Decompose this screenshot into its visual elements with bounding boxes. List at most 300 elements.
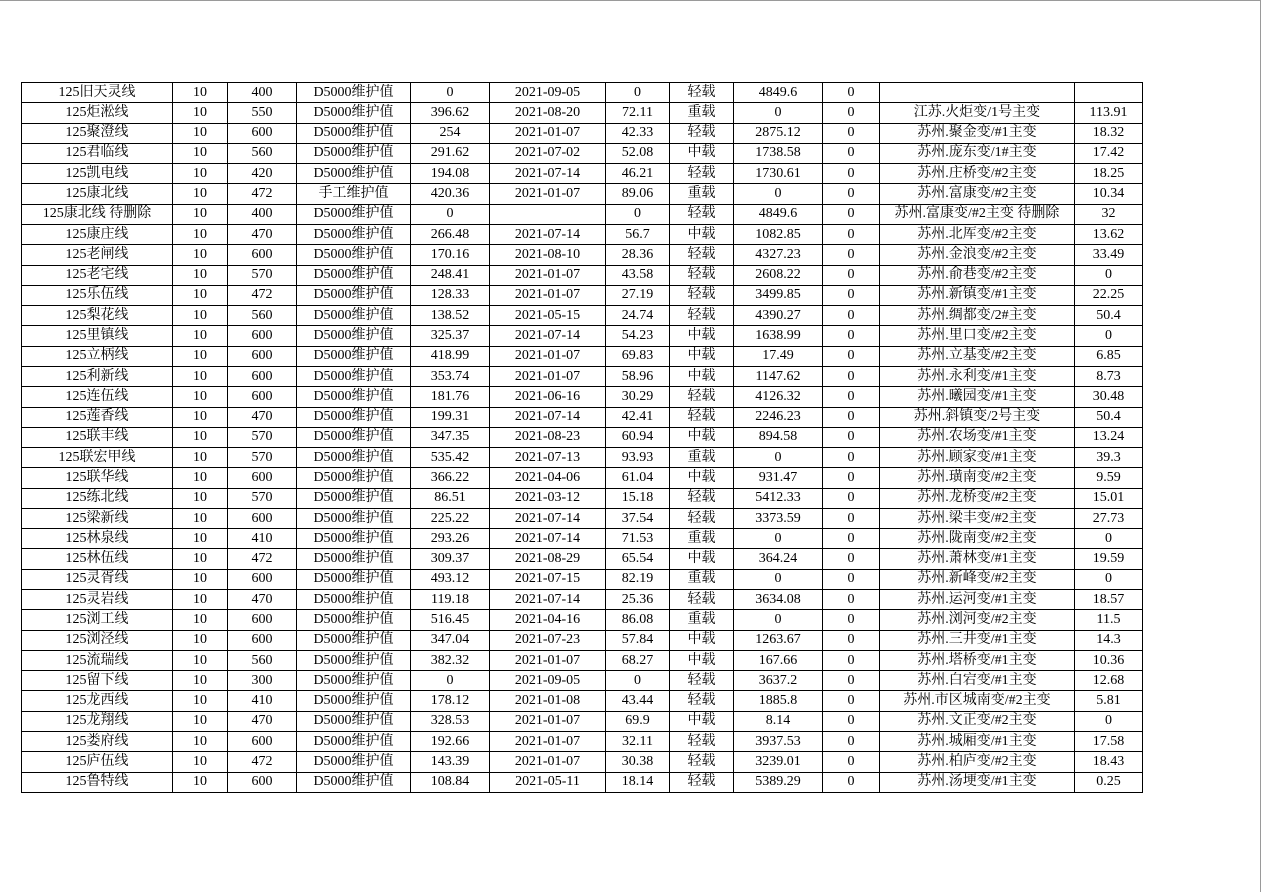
table-row (22, 630, 1143, 650)
cell-col-9: 0 (734, 610, 823, 630)
cell-col-4: D5000维护值 (297, 529, 411, 549)
cell-col-12: 30.48 (1075, 387, 1143, 407)
line-name-cell: 125林伍线 (22, 549, 173, 569)
date-cell: 2021-04-16 (490, 610, 606, 630)
cell-col-9: 1738.58 (734, 143, 823, 163)
date-cell: 2021-01-08 (490, 691, 606, 711)
cell-col-10: 0 (823, 265, 880, 285)
cell-col-3: 470 (228, 224, 297, 244)
cell-col-12: 19.59 (1075, 549, 1143, 569)
table-row (22, 732, 1143, 752)
cell-col-12: 18.32 (1075, 123, 1143, 143)
line-name-cell: 125乐伍线 (22, 285, 173, 305)
cell-col-3: 600 (228, 387, 297, 407)
date-cell: 2021-05-15 (490, 306, 606, 326)
line-name-cell: 125立柄线 (22, 346, 173, 366)
cell-col-4: D5000维护值 (297, 549, 411, 569)
cell-col-7: 89.06 (606, 184, 670, 204)
cell-col-2: 10 (173, 711, 228, 731)
cell-col-4: D5000维护值 (297, 387, 411, 407)
cell-col-5: 366.22 (411, 468, 490, 488)
line-name-cell: 125君临线 (22, 143, 173, 163)
cell-col-12: 11.5 (1075, 610, 1143, 630)
cell-col-4: D5000维护值 (297, 123, 411, 143)
cell-col-3: 600 (228, 245, 297, 265)
transformer-cell: 苏州.北厍变/#2主变 (880, 224, 1075, 244)
date-cell: 2021-01-07 (490, 752, 606, 772)
line-name-cell: 125聚澄线 (22, 123, 173, 143)
line-name-cell: 125康北线 待删除 (22, 204, 173, 224)
date-cell: 2021-04-06 (490, 468, 606, 488)
cell-col-4: D5000维护值 (297, 691, 411, 711)
date-cell: 2021-06-16 (490, 387, 606, 407)
cell-col-12: 13.24 (1075, 427, 1143, 447)
line-name-cell: 125灵岩线 (22, 590, 173, 610)
cell-col-3: 600 (228, 366, 297, 386)
transformer-cell: 苏州.富康变/#2主变 待删除 (880, 204, 1075, 224)
cell-col-10: 0 (823, 427, 880, 447)
cell-col-12: 6.85 (1075, 346, 1143, 366)
load-status-cell: 轻载 (670, 691, 734, 711)
cell-col-5: 535.42 (411, 448, 490, 468)
cell-col-10: 0 (823, 508, 880, 528)
cell-col-12: 50.4 (1075, 407, 1143, 427)
transformer-cell: 苏州.璜南变/#2主变 (880, 468, 1075, 488)
cell-col-10: 0 (823, 285, 880, 305)
table-row (22, 265, 1143, 285)
line-name-cell: 125庐伍线 (22, 752, 173, 772)
cell-col-4: D5000维护值 (297, 610, 411, 630)
cell-col-7: 18.14 (606, 772, 670, 792)
date-cell: 2021-07-14 (490, 508, 606, 528)
cell-col-7: 58.96 (606, 366, 670, 386)
line-name-cell: 125炬淞线 (22, 103, 173, 123)
cell-col-12 (1075, 83, 1143, 103)
data-table (21, 82, 1143, 793)
cell-col-3: 600 (228, 468, 297, 488)
cell-col-4: D5000维护值 (297, 671, 411, 691)
cell-col-12: 17.58 (1075, 732, 1143, 752)
date-cell: 2021-01-07 (490, 366, 606, 386)
transformer-cell: 苏州.永利变/#1主变 (880, 366, 1075, 386)
date-cell: 2021-01-07 (490, 346, 606, 366)
date-cell: 2021-01-07 (490, 184, 606, 204)
cell-col-12: 18.57 (1075, 590, 1143, 610)
cell-col-4: D5000维护值 (297, 732, 411, 752)
cell-col-5: 108.84 (411, 772, 490, 792)
table-row (22, 529, 1143, 549)
cell-col-7: 25.36 (606, 590, 670, 610)
cell-col-9: 2608.22 (734, 265, 823, 285)
cell-col-12: 0 (1075, 326, 1143, 346)
cell-col-4: D5000维护值 (297, 407, 411, 427)
table-row (22, 184, 1143, 204)
cell-col-2: 10 (173, 569, 228, 589)
cell-col-3: 570 (228, 448, 297, 468)
cell-col-7: 65.54 (606, 549, 670, 569)
line-name-cell: 125莲香线 (22, 407, 173, 427)
cell-col-5: 347.35 (411, 427, 490, 447)
table-row (22, 245, 1143, 265)
cell-col-9: 0 (734, 569, 823, 589)
cell-col-2: 10 (173, 427, 228, 447)
load-status-cell: 轻载 (670, 488, 734, 508)
cell-col-5: 396.62 (411, 103, 490, 123)
cell-col-3: 400 (228, 83, 297, 103)
cell-col-4: D5000维护值 (297, 569, 411, 589)
transformer-cell: 苏州.新镇变/#1主变 (880, 285, 1075, 305)
cell-col-2: 10 (173, 752, 228, 772)
table-row (22, 590, 1143, 610)
cell-col-10: 0 (823, 610, 880, 630)
cell-col-5: 418.99 (411, 346, 490, 366)
cell-col-9: 3499.85 (734, 285, 823, 305)
date-cell: 2021-07-14 (490, 224, 606, 244)
cell-col-12: 0 (1075, 711, 1143, 731)
cell-col-4: D5000维护值 (297, 468, 411, 488)
cell-col-9: 4849.6 (734, 204, 823, 224)
cell-col-5: 293.26 (411, 529, 490, 549)
line-name-cell: 125老宅线 (22, 265, 173, 285)
line-name-cell: 125老闸线 (22, 245, 173, 265)
load-status-cell: 轻载 (670, 306, 734, 326)
cell-col-9: 1638.99 (734, 326, 823, 346)
line-name-cell: 125鲁特线 (22, 772, 173, 792)
cell-col-7: 24.74 (606, 306, 670, 326)
date-cell: 2021-03-12 (490, 488, 606, 508)
load-status-cell: 轻载 (670, 772, 734, 792)
cell-col-7: 72.11 (606, 103, 670, 123)
cell-col-3: 550 (228, 103, 297, 123)
transformer-cell: 苏州.汤埂变/#1主变 (880, 772, 1075, 792)
cell-col-2: 10 (173, 265, 228, 285)
line-name-cell: 125凯电线 (22, 164, 173, 184)
cell-col-3: 472 (228, 549, 297, 569)
cell-col-4: D5000维护值 (297, 448, 411, 468)
cell-col-3: 560 (228, 143, 297, 163)
transformer-cell: 苏州.陇南变/#2主变 (880, 529, 1075, 549)
cell-col-4: 手工维护值 (297, 184, 411, 204)
cell-col-7: 68.27 (606, 650, 670, 670)
cell-col-2: 10 (173, 83, 228, 103)
cell-col-7: 15.18 (606, 488, 670, 508)
line-name-cell: 125康庄线 (22, 224, 173, 244)
table-row (22, 366, 1143, 386)
cell-col-5: 119.18 (411, 590, 490, 610)
cell-col-2: 10 (173, 326, 228, 346)
cell-col-9: 0 (734, 448, 823, 468)
table-row (22, 448, 1143, 468)
cell-col-4: D5000维护值 (297, 772, 411, 792)
line-name-cell: 125浏泾线 (22, 630, 173, 650)
date-cell: 2021-07-14 (490, 407, 606, 427)
cell-col-3: 400 (228, 204, 297, 224)
transformer-cell: 苏州.斜镇变/2号主变 (880, 407, 1075, 427)
date-cell: 2021-08-23 (490, 427, 606, 447)
transformer-cell: 苏州.俞巷变/#2主变 (880, 265, 1075, 285)
cell-col-3: 472 (228, 285, 297, 305)
cell-col-3: 560 (228, 306, 297, 326)
cell-col-10: 0 (823, 123, 880, 143)
cell-col-12: 33.49 (1075, 245, 1143, 265)
cell-col-12: 0 (1075, 569, 1143, 589)
cell-col-12: 0 (1075, 265, 1143, 285)
cell-col-10: 0 (823, 772, 880, 792)
cell-col-7: 32.11 (606, 732, 670, 752)
load-status-cell: 中载 (670, 366, 734, 386)
cell-col-10: 0 (823, 549, 880, 569)
cell-col-4: D5000维护值 (297, 752, 411, 772)
load-status-cell: 轻载 (670, 245, 734, 265)
cell-col-2: 10 (173, 184, 228, 204)
cell-col-12: 0 (1075, 529, 1143, 549)
table-row (22, 610, 1143, 630)
table-row (22, 468, 1143, 488)
cell-col-7: 37.54 (606, 508, 670, 528)
line-name-cell: 125旧天灵线 (22, 83, 173, 103)
cell-col-4: D5000维护值 (297, 164, 411, 184)
cell-col-3: 600 (228, 346, 297, 366)
table-row (22, 123, 1143, 143)
transformer-cell: 苏州.运河变/#1主变 (880, 590, 1075, 610)
table-row (22, 488, 1143, 508)
cell-col-10: 0 (823, 366, 880, 386)
cell-col-9: 4390.27 (734, 306, 823, 326)
load-status-cell: 重载 (670, 529, 734, 549)
cell-col-3: 600 (228, 610, 297, 630)
line-name-cell: 125流瑞线 (22, 650, 173, 670)
line-name-cell: 125连伍线 (22, 387, 173, 407)
date-cell: 2021-07-14 (490, 326, 606, 346)
load-status-cell: 轻载 (670, 265, 734, 285)
cell-col-5: 225.22 (411, 508, 490, 528)
date-cell (490, 204, 606, 224)
load-status-cell: 中载 (670, 468, 734, 488)
transformer-cell: 苏州.白宕变/#1主变 (880, 671, 1075, 691)
cell-col-9: 4849.6 (734, 83, 823, 103)
table-row (22, 326, 1143, 346)
cell-col-9: 0 (734, 103, 823, 123)
cell-col-9: 2875.12 (734, 123, 823, 143)
cell-col-2: 10 (173, 346, 228, 366)
cell-col-2: 10 (173, 285, 228, 305)
table-row (22, 164, 1143, 184)
cell-col-10: 0 (823, 407, 880, 427)
cell-col-7: 42.41 (606, 407, 670, 427)
line-name-cell: 125康北线 (22, 184, 173, 204)
cell-col-5: 353.74 (411, 366, 490, 386)
cell-col-3: 472 (228, 184, 297, 204)
cell-col-10: 0 (823, 143, 880, 163)
cell-col-2: 10 (173, 306, 228, 326)
cell-col-10: 0 (823, 488, 880, 508)
transformer-cell: 江苏.火炬变/1号主变 (880, 103, 1075, 123)
table-row (22, 103, 1143, 123)
cell-col-7: 69.9 (606, 711, 670, 731)
load-status-cell: 中载 (670, 630, 734, 650)
cell-col-12: 113.91 (1075, 103, 1143, 123)
cell-col-7: 46.21 (606, 164, 670, 184)
cell-col-10: 0 (823, 732, 880, 752)
load-status-cell: 轻载 (670, 407, 734, 427)
cell-col-2: 10 (173, 366, 228, 386)
cell-col-2: 10 (173, 529, 228, 549)
line-name-cell: 125浏工线 (22, 610, 173, 630)
cell-col-10: 0 (823, 691, 880, 711)
cell-col-4: D5000维护值 (297, 103, 411, 123)
cell-col-2: 10 (173, 468, 228, 488)
load-status-cell: 中载 (670, 326, 734, 346)
line-name-cell: 125娄府线 (22, 732, 173, 752)
cell-col-2: 10 (173, 590, 228, 610)
table-row (22, 387, 1143, 407)
cell-col-4: D5000维护值 (297, 245, 411, 265)
cell-col-4: D5000维护值 (297, 630, 411, 650)
table-row (22, 224, 1143, 244)
cell-col-7: 54.23 (606, 326, 670, 346)
cell-col-3: 470 (228, 407, 297, 427)
date-cell: 2021-01-07 (490, 711, 606, 731)
cell-col-7: 43.58 (606, 265, 670, 285)
cell-col-2: 10 (173, 164, 228, 184)
cell-col-9: 3937.53 (734, 732, 823, 752)
cell-col-2: 10 (173, 245, 228, 265)
cell-col-3: 600 (228, 772, 297, 792)
table-row (22, 691, 1143, 711)
line-name-cell: 125利新线 (22, 366, 173, 386)
cell-col-9: 8.14 (734, 711, 823, 731)
cell-col-9: 1147.62 (734, 366, 823, 386)
cell-col-3: 600 (228, 732, 297, 752)
date-cell: 2021-09-05 (490, 671, 606, 691)
cell-col-7: 56.7 (606, 224, 670, 244)
cell-col-5: 493.12 (411, 569, 490, 589)
cell-col-3: 570 (228, 427, 297, 447)
cell-col-12: 39.3 (1075, 448, 1143, 468)
cell-col-5: 170.16 (411, 245, 490, 265)
cell-col-9: 4126.32 (734, 387, 823, 407)
cell-col-9: 1730.61 (734, 164, 823, 184)
cell-col-9: 931.47 (734, 468, 823, 488)
cell-col-5: 254 (411, 123, 490, 143)
transformer-cell: 苏州.曦园变/#1主变 (880, 387, 1075, 407)
date-cell: 2021-07-23 (490, 630, 606, 650)
cell-col-5: 194.08 (411, 164, 490, 184)
table-row (22, 752, 1143, 772)
cell-col-5: 0 (411, 83, 490, 103)
line-name-cell: 125龙西线 (22, 691, 173, 711)
cell-col-5: 86.51 (411, 488, 490, 508)
cell-col-5: 328.53 (411, 711, 490, 731)
cell-col-4: D5000维护值 (297, 590, 411, 610)
transformer-cell: 苏州.萧林变/#1主变 (880, 549, 1075, 569)
cell-col-2: 10 (173, 610, 228, 630)
cell-col-9: 3634.08 (734, 590, 823, 610)
cell-col-4: D5000维护值 (297, 326, 411, 346)
transformer-cell: 苏州.梁丰变/#2主变 (880, 508, 1075, 528)
cell-col-7: 60.94 (606, 427, 670, 447)
line-name-cell: 125梁新线 (22, 508, 173, 528)
cell-col-9: 5412.33 (734, 488, 823, 508)
line-name-cell: 125联宏甲线 (22, 448, 173, 468)
line-name-cell: 125龙翔线 (22, 711, 173, 731)
load-status-cell: 中载 (670, 549, 734, 569)
cell-col-5: 128.33 (411, 285, 490, 305)
cell-col-10: 0 (823, 103, 880, 123)
cell-col-10: 0 (823, 184, 880, 204)
cell-col-3: 600 (228, 508, 297, 528)
transformer-cell: 苏州.城厢变/#1主变 (880, 732, 1075, 752)
load-status-cell: 重载 (670, 569, 734, 589)
cell-col-2: 10 (173, 103, 228, 123)
transformer-cell: 苏州.文正变/#2主变 (880, 711, 1075, 731)
cell-col-4: D5000维护值 (297, 265, 411, 285)
table-row (22, 285, 1143, 305)
cell-col-2: 10 (173, 143, 228, 163)
date-cell: 2021-01-07 (490, 123, 606, 143)
date-cell: 2021-07-02 (490, 143, 606, 163)
cell-col-4: D5000维护值 (297, 143, 411, 163)
cell-col-5: 192.66 (411, 732, 490, 752)
cell-col-3: 420 (228, 164, 297, 184)
table-row (22, 508, 1143, 528)
table-row (22, 711, 1143, 731)
load-status-cell: 中载 (670, 143, 734, 163)
cell-col-12: 22.25 (1075, 285, 1143, 305)
line-name-cell: 125练北线 (22, 488, 173, 508)
cell-col-12: 5.81 (1075, 691, 1143, 711)
cell-col-12: 0.25 (1075, 772, 1143, 792)
cell-col-5: 0 (411, 671, 490, 691)
cell-col-2: 10 (173, 549, 228, 569)
load-status-cell: 中载 (670, 711, 734, 731)
cell-col-2: 10 (173, 488, 228, 508)
load-status-cell: 轻载 (670, 164, 734, 184)
cell-col-4: D5000维护值 (297, 285, 411, 305)
load-status-cell: 轻载 (670, 285, 734, 305)
cell-col-5: 181.76 (411, 387, 490, 407)
cell-col-3: 560 (228, 650, 297, 670)
cell-col-3: 472 (228, 752, 297, 772)
transformer-cell: 苏州.新峰变/#2主变 (880, 569, 1075, 589)
table-row (22, 407, 1143, 427)
table-row (22, 83, 1143, 103)
table-row (22, 306, 1143, 326)
cell-col-10: 0 (823, 711, 880, 731)
cell-col-9: 3637.2 (734, 671, 823, 691)
cell-col-12: 18.43 (1075, 752, 1143, 772)
cell-col-9: 167.66 (734, 650, 823, 670)
table-row (22, 204, 1143, 224)
load-status-cell: 轻载 (670, 732, 734, 752)
load-status-cell: 中载 (670, 346, 734, 366)
cell-col-10: 0 (823, 164, 880, 184)
cell-col-10: 0 (823, 224, 880, 244)
cell-col-4: D5000维护值 (297, 488, 411, 508)
cell-col-12: 8.73 (1075, 366, 1143, 386)
line-name-cell: 125里镇线 (22, 326, 173, 346)
cell-col-10: 0 (823, 245, 880, 265)
date-cell: 2021-07-14 (490, 529, 606, 549)
cell-col-2: 10 (173, 671, 228, 691)
cell-col-3: 300 (228, 671, 297, 691)
cell-col-10: 0 (823, 448, 880, 468)
cell-col-4: D5000维护值 (297, 224, 411, 244)
cell-col-3: 470 (228, 711, 297, 731)
cell-col-2: 10 (173, 508, 228, 528)
cell-col-5: 0 (411, 204, 490, 224)
cell-col-7: 86.08 (606, 610, 670, 630)
